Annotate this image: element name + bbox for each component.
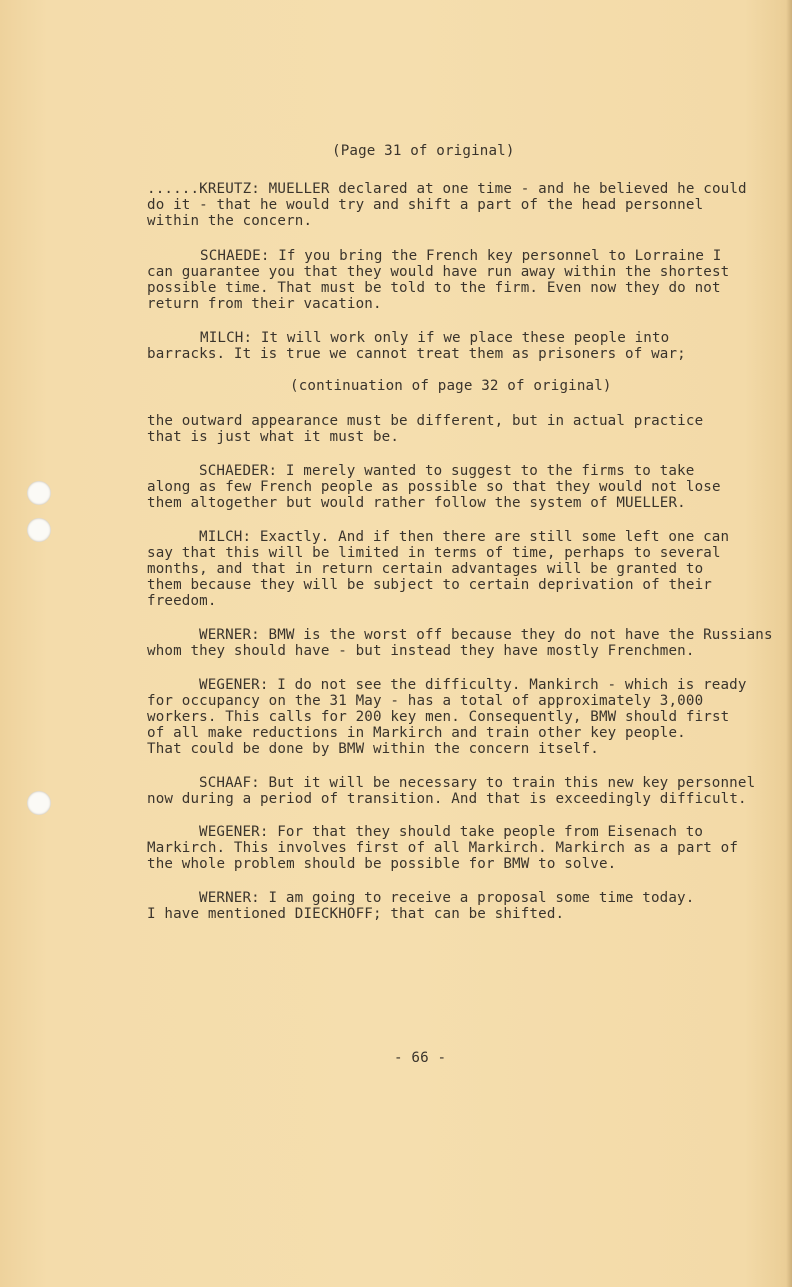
text-line: WERNER: I am going to receive a proposal some time today. (199, 890, 695, 906)
page-edge-shadow (786, 0, 792, 1287)
text-line: the outward appearance must be different, but in actual practice (147, 413, 704, 429)
text-line: barracks. It is true we cannot treat them as prisoners of war; (147, 346, 686, 362)
punch-hole-2 (27, 518, 51, 542)
text-line: possible time. That must be told to the firm. Even now they do not (147, 280, 721, 296)
text-line: that is just what it must be. (147, 429, 400, 445)
text-line: workers. This calls for 200 key men. Consequently, BMW should first (147, 709, 730, 725)
text-line: WEGENER: For that they should take people from Eisenach to (199, 824, 704, 840)
text-line: SCHAEDER: I merely wanted to suggest to the firms to take (199, 463, 695, 479)
text-line: do it - that he would try and shift a part of the head personnel (147, 197, 704, 213)
page-header: (Page 31 of original) (332, 143, 515, 159)
text-line: months, and that in return certain advantages will be granted to (147, 561, 704, 577)
text-line: along as few French people as possible so that they would not lose (147, 479, 721, 495)
text-line: for occupancy on the 31 May - has a total of approximately 3,000 (147, 693, 704, 709)
continuation-header: (continuation of page 32 of original) (290, 378, 612, 394)
text-line: return from their vacation. (147, 296, 382, 312)
text-line: I have mentioned DIECKHOFF; that can be shifted. (147, 906, 565, 922)
text-line: Markirch. This involves first of all Markirch. Markirch as a part of (147, 840, 739, 856)
text-line: MILCH: It will work only if we place these people into (200, 330, 670, 346)
text-line: now during a period of transition. And that is exceedingly difficult. (147, 791, 747, 807)
text-line: whom they should have - but instead they have mostly Frenchmen. (147, 643, 695, 659)
text-line: can guarantee you that they would have run away within the shortest (147, 264, 730, 280)
text-line: them because they will be subject to certain deprivation of their (147, 577, 712, 593)
punch-hole-3 (27, 791, 51, 815)
text-line: freedom. (147, 593, 217, 609)
text-line: the whole problem should be possible for BMW to solve. (147, 856, 617, 872)
text-line: That could be done by BMW within the concern itself. (147, 741, 599, 757)
text-line: SCHAAF: But it will be necessary to train this new key personnel (199, 775, 756, 791)
page-number: - 66 - (394, 1050, 447, 1066)
text-line: SCHAEDE: If you bring the French key personnel to Lorraine I (200, 248, 722, 264)
text-line: say that this will be limited in terms of time, perhaps to several (147, 545, 721, 561)
text-line: WEGENER: I do not see the difficulty. Mankirch - which is ready (199, 677, 747, 693)
text-line: WERNER: BMW is the worst off because they do not have the Russians (199, 627, 773, 643)
text-line: MILCH: Exactly. And if then there are still some left one can (199, 529, 730, 545)
text-line: ......KREUTZ: MUELLER declared at one time - and he believed he could (147, 181, 747, 197)
text-line: within the concern. (147, 213, 313, 229)
text-line: them altogether but would rather follow the system of MUELLER. (147, 495, 686, 511)
punch-hole-1 (27, 481, 51, 505)
text-line: of all make reductions in Markirch and train other key people. (147, 725, 686, 741)
